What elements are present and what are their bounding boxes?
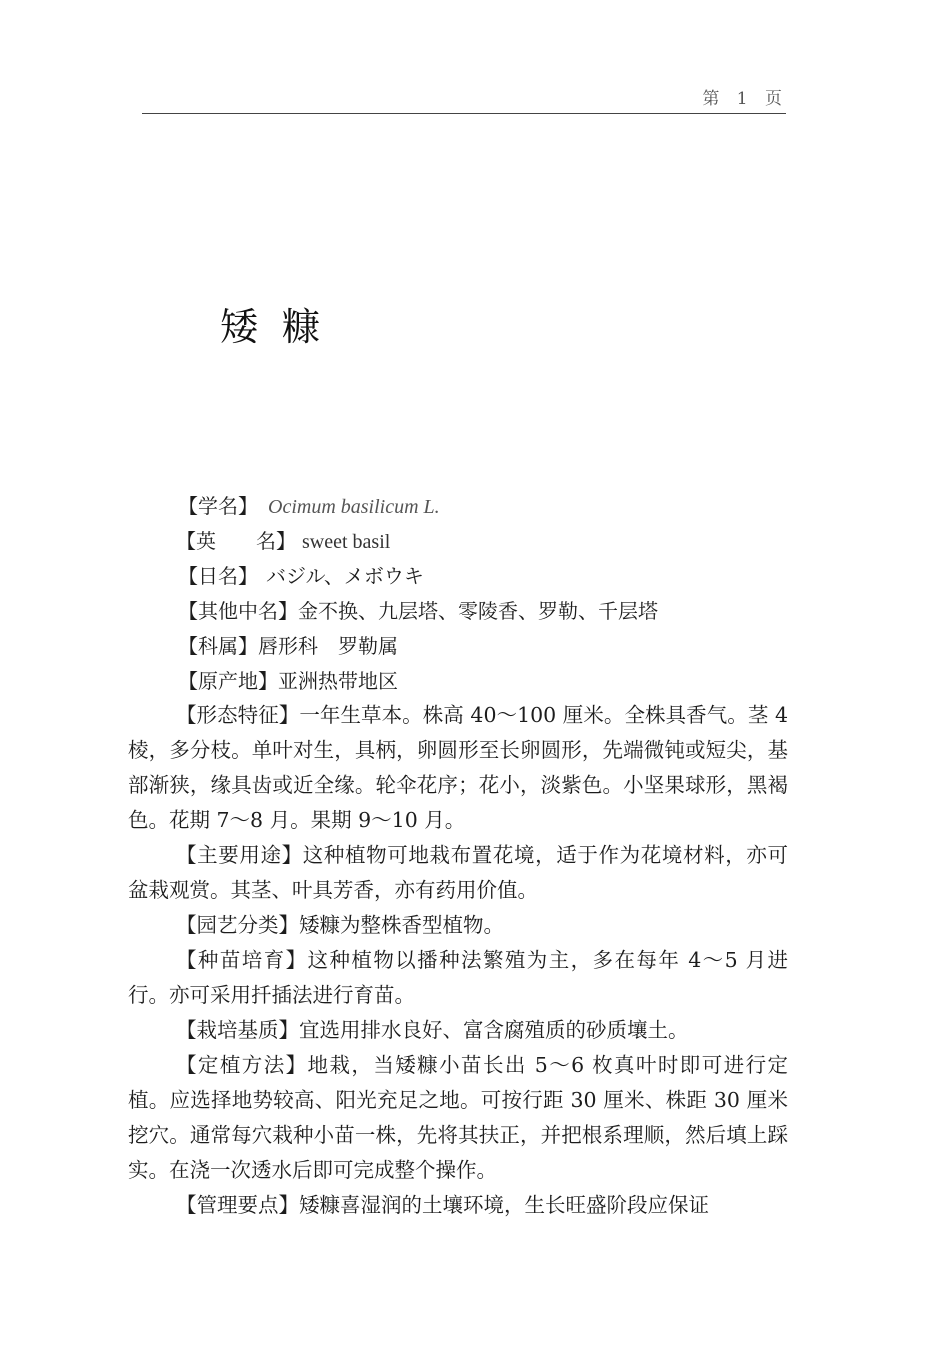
page-prefix: 第 — [702, 89, 720, 109]
paragraph-uses — [128, 838, 788, 908]
paragraph-label: 【栽培基质】 — [176, 1018, 299, 1042]
paragraph-propagation — [128, 943, 788, 1013]
paragraph-text: 宜选用排水良好、富含腐殖质的砂质壤土。 — [299, 1018, 689, 1042]
field-family-genus — [178, 630, 398, 659]
field-english-name — [176, 525, 390, 554]
field-label: 【日名】 — [178, 564, 258, 588]
paragraph-label: 【园艺分类】 — [176, 913, 299, 937]
page-header — [690, 84, 782, 109]
field-scientific-name — [178, 490, 440, 519]
field-value: Ocimum basilicum L. — [268, 496, 440, 518]
field-value: sweet basil — [302, 531, 391, 553]
paragraph-label: 【形态特征】 — [176, 703, 300, 727]
paragraph-substrate — [128, 1013, 788, 1048]
field-label: 【英 名】 — [176, 529, 296, 553]
paragraph-planting — [128, 1048, 788, 1188]
paragraph-classification — [128, 908, 788, 943]
page-title: 矮糠 — [220, 305, 345, 349]
paragraph-text: 矮糠喜湿润的土壤环境，生长旺盛阶段应保证 — [299, 1193, 709, 1217]
page-number: 1 — [736, 89, 748, 109]
paragraph-management — [128, 1188, 788, 1223]
field-label: 【科属】 — [178, 634, 258, 658]
paragraph-label: 【管理要点】 — [176, 1193, 299, 1217]
paragraph-text: 地栽，当矮糠小苗长出 5～6 枚真叶时即可进行定植。应选择地势较高、阳光充足之地。可按行距 30 厘米、株距 30 厘米挖穴。通常每穴栽种小苗一株，先将其扶正，并把根系理顺，然后填上踩实。在浇一次透水后即可完成整个操作。 — [128, 1053, 788, 1182]
paragraph-text: 一年生草本。株高 40～100 厘米。全株具香气。茎 4 棱，多分枝。单叶对生，具柄，卵圆形至长卵圆形，先端微钝或短尖，基部渐狭，缘具齿或近全缘。轮伞花序；花小，淡紫色。小坚果球形，黑褐色。花期 7～8 月。果期 9～10 月。 — [128, 703, 789, 832]
paragraph-text: 矮糠为整株香型植物。 — [299, 913, 504, 937]
header-divider — [142, 113, 786, 114]
paragraph-label: 【主要用途】 — [176, 843, 303, 867]
field-value: バジル、メボウキ — [266, 564, 424, 588]
paragraph-label: 【定植方法】 — [176, 1053, 308, 1077]
field-value: 金不换、九层塔、零陵香、罗勒、千层塔 — [298, 599, 658, 623]
field-label: 【学名】 — [178, 494, 258, 518]
field-value: 亚洲热带地区 — [278, 669, 398, 693]
field-origin — [178, 665, 398, 694]
field-japanese-name — [178, 560, 424, 589]
paragraph-text: 这种植物可地栽布置花境，适于作为花境材料，亦可盆栽观赏。其茎、叶具芳香，亦有药用价值。 — [128, 843, 788, 902]
paragraph-morphology — [128, 698, 788, 838]
field-label: 【其他中名】 — [178, 599, 298, 623]
page-suffix: 页 — [765, 89, 782, 109]
field-value: 唇形科 罗勒属 — [258, 634, 398, 658]
field-label: 【原产地】 — [178, 669, 278, 693]
paragraph-label: 【种苗培育】 — [176, 948, 308, 972]
field-other-names — [178, 595, 658, 624]
paragraph-text: 这种植物以播种法繁殖为主，多在每年 4～5 月进行。亦可采用扦插法进行育苗。 — [128, 948, 788, 1007]
